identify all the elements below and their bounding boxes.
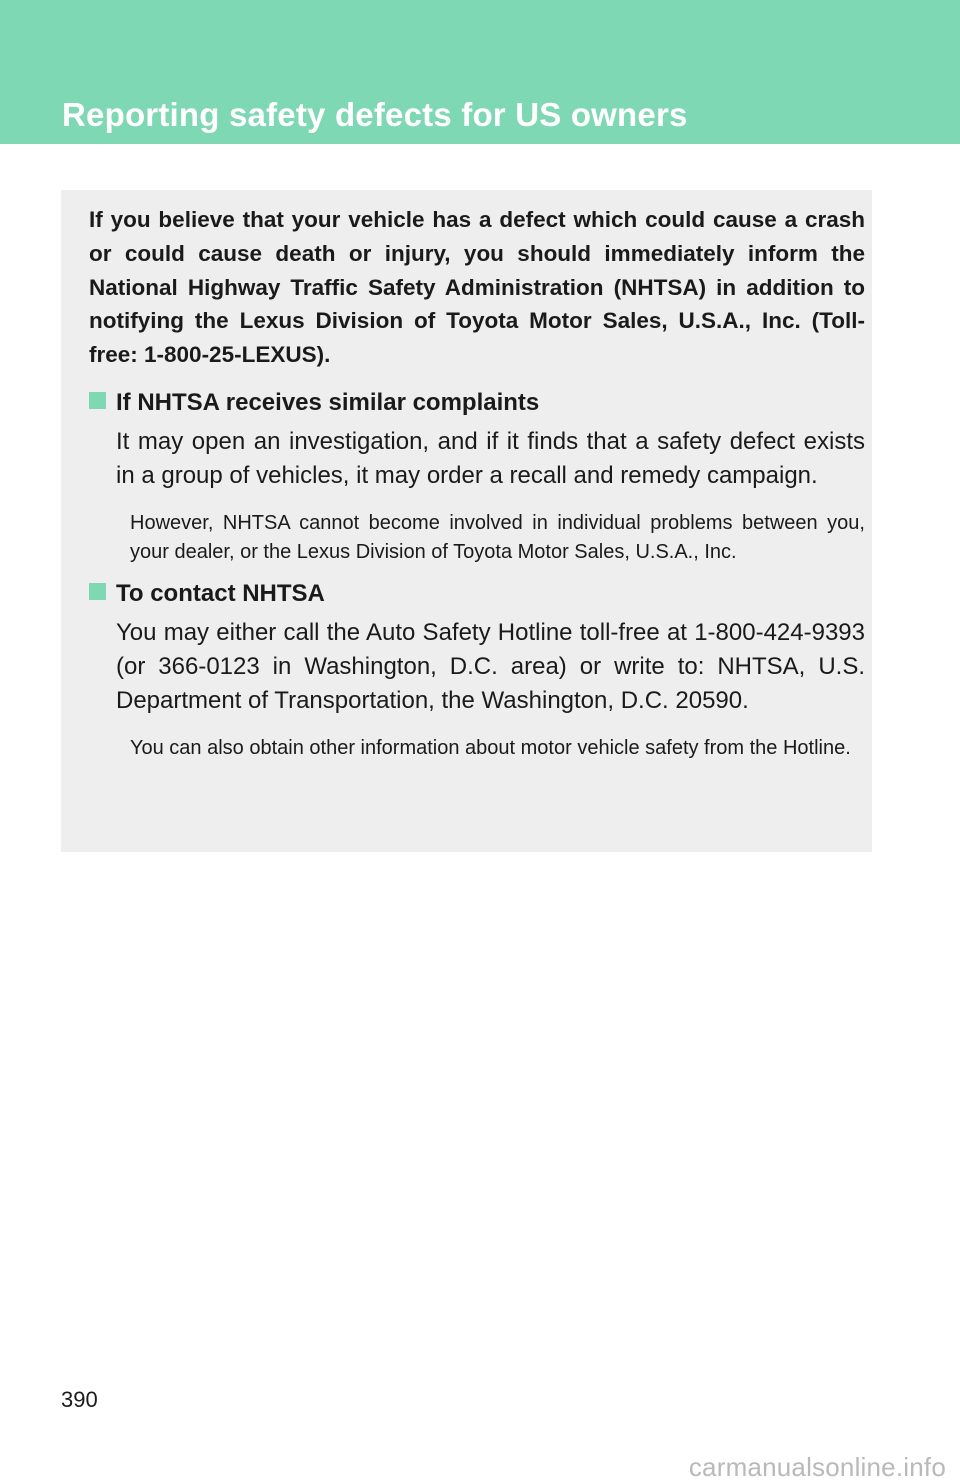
section-heading-complaints [89,387,539,419]
section-note-contact: You can also obtain other information about motor vehicle safety from the Hotline. [130,737,851,759]
page-title: Reporting safety defects for US owners [62,96,688,133]
section-heading-contact [89,578,325,610]
section-note-complaints: However, NHTSA cannot become involved in individual problems between you, your dealer, or the Lexus Division of Toyota Motor Sales, U.S.A., Inc. [130,512,865,563]
section-body-contact: You may either call the Auto Safety Hotline toll-free at 1-800-424-9393 (or 366-0123 in Washington, D.C. area) or write to: NHTSA, U.S. Department of Transportation, the Washington, D.C. 20590. [116,619,865,714]
section-body-complaints: It may open an investigation, and if it finds that a safety defect exists in a group of vehicles, it may order a recall and remedy campaign. [116,428,865,489]
intro-paragraph: If you believe that your vehicle has a defect which could cause a crash or could cause death or injury, you should immediately inform the National Highway Traffic Safety Administration (NHTSA) in addition to notifying the Lexus Division of Toyota Motor Sales, U.S.A., Inc. (Toll-free: 1-800-25-LEXUS). [89,207,865,368]
bullet-square-icon [89,583,106,600]
page-number: 390 [61,1387,98,1412]
bullet-square-icon [89,392,106,409]
watermark: carmanualsonline.info [688,1452,946,1482]
section-heading-label: If NHTSA receives similar complaints [116,389,540,416]
section-heading-label: To contact NHTSA [116,580,325,607]
